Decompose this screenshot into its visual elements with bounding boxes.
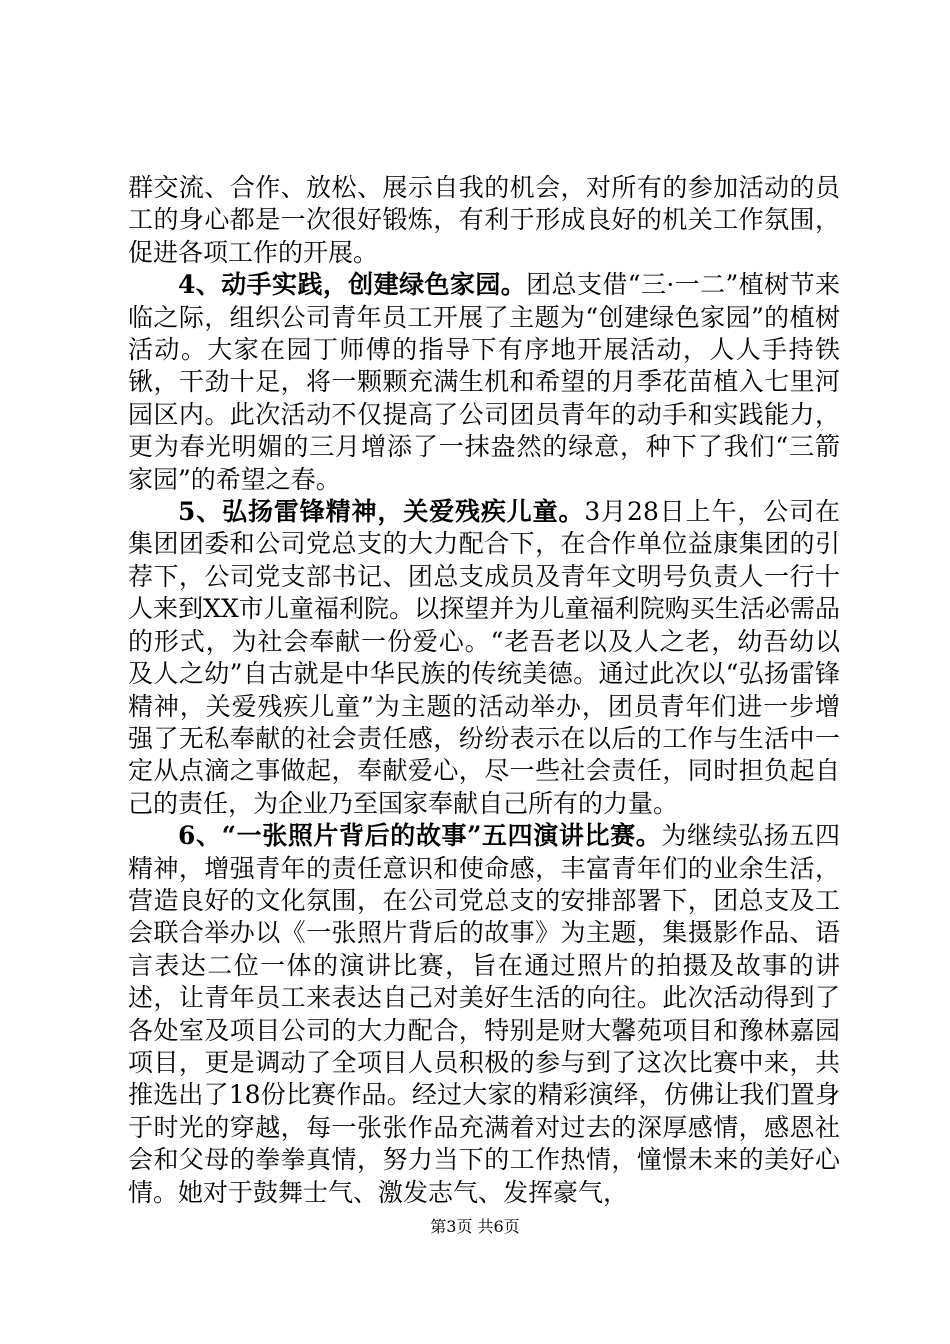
page-number-footer: 第3页 共6页 bbox=[430, 1217, 520, 1236]
document-body bbox=[128, 172, 840, 1209]
paragraph-heading: 6、“一张照片背后的故事”五四演讲比赛。 bbox=[178, 821, 662, 851]
paragraph-heading: 4、动手实践，创建绿色家园。 bbox=[178, 270, 527, 300]
paragraph-body: 团总支借“三·一二”植树节来临之际，组织公司青年员工开展了主题为“创建绿色家园”的植树活动。大家在园丁师傅的指导下有序地开展活动，人人手持铁锹，干劲十足，将一颗颗充满生机和希望的月季花苗植入七里河园区内。此次活动不仅提高了公司团员青年的动手和实践能力，更为春光明媚的三月增添了一抹盎然的绿意，种下了我们“三箭家园”的希望之春。 bbox=[128, 270, 840, 494]
paragraph-continuation bbox=[128, 172, 840, 269]
paragraph-lei-feng bbox=[128, 496, 840, 820]
paragraph-heading: 5、弘扬雷锋精神，关爱残疾儿童。 bbox=[178, 497, 585, 527]
paragraph-tree-planting bbox=[128, 269, 840, 496]
paragraph-body: 3月28日上午，公司在集团团委和公司党总支的大力配合下，在合作单位益康集团的引荐下，公司党支部书记、团总支成员及青年文明号负责人一行十人来到XX市儿童福利院。以探望并为儿童福利院购买生活必需品的形式，为社会奉献一份爱心。“老吾老以及人之老，幼吾幼以及人之幼”自古就是中华民族的传统美德。通过此次以“弘扬雷锋精神，关爱残疾儿童”为主题的活动举办，团员青年们进一步增强了无私奉献的社会责任感，纷纷表示在以后的工作与生活中一定从点滴之事做起，奉献爱心，尽一些社会责任，同时担负起自己的责任，为企业乃至国家奉献自己所有的力量。 bbox=[128, 497, 840, 818]
paragraph-body: 为继续弘扬五四精神，增强青年的责任意识和使命感，丰富青年们的业余生活，营造良好的文化氛围，在公司党总支的安排部署下，团总支及工会联合举办以《一张照片背后的故事》为主题，集摄影作品、语言表达二位一体的演讲比赛，旨在通过照片的拍摄及故事的讲述，让青年员工来表达自己对美好生活的向往。此次活动得到了各处室及项目公司的大力配合，特别是财大馨苑项目和豫林嘉园项目，更是调动了全项目人员积极的参与到了这次比赛中来，共推选出了18份比赛作品。经过大家的精彩演绎，仿佛让我们置身于时光的穿越，每一张张作品充满着对过去的深厚感情，感恩社会和父母的拳拳真情，努力当下的工作热情，憧憬未来的美好心情。她对于鼓舞士气、激发志气、发挥豪气， bbox=[128, 821, 840, 1207]
paragraph-body: 群交流、合作、放松、展示自我的机会，对所有的参加活动的员工的身心都是一次很好锻炼，有利于形成良好的机关工作氛围，促进各项工作的开展。 bbox=[128, 173, 840, 267]
paragraph-speech-contest bbox=[128, 820, 840, 1209]
